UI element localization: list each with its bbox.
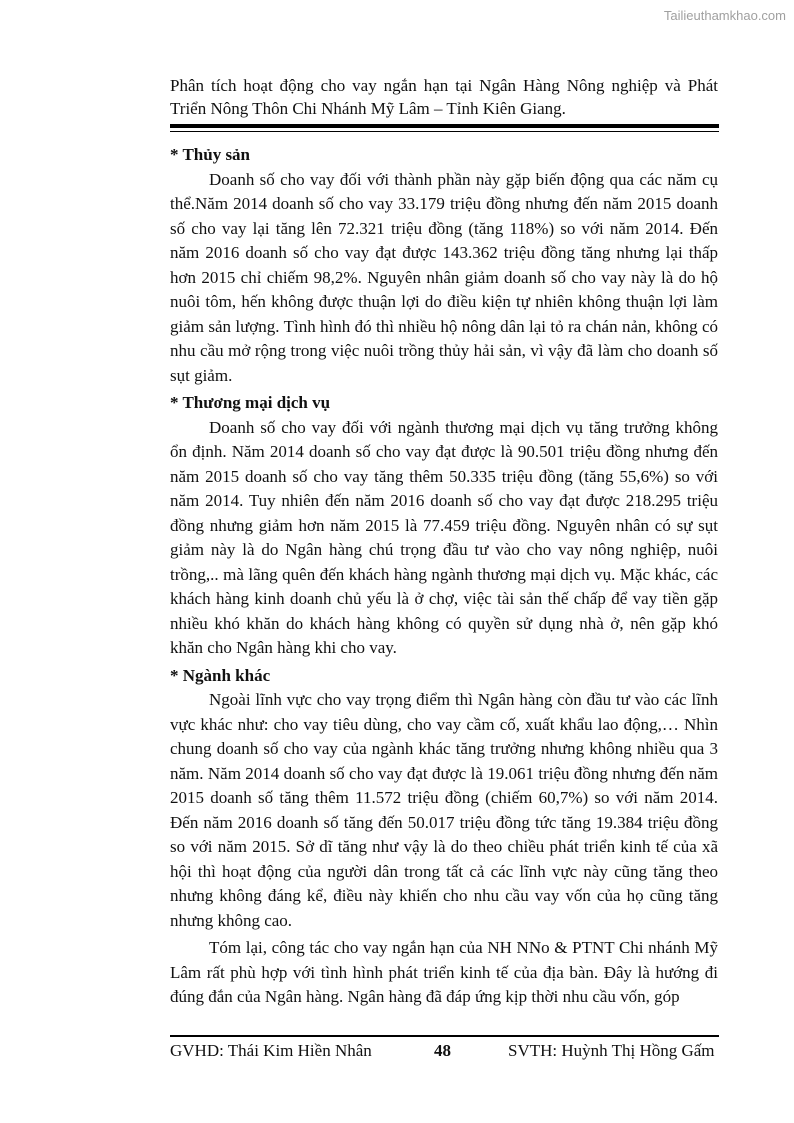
paragraph-thuong-mai-dich-vu: Doanh số cho vay đối với ngành thương mại dịch vụ tăng trưởng không ổn định. Năm 2014 doanh số cho vay đạt được là 90.501 triệu đồng nhưng đến năm 2015 doanh số cho vay tăng thêm 50.335 triệu đồng (tăng 55,6%) so với năm 2014. Tuy nhiên đến năm 2016 doanh số cho vay đạt được 218.295 triệu đồng nhưng giảm hơn năm 2015 là 77.459 triệu đồng. Nguyên nhân có sự sụt giảm này là do Ngân hàng chú trọng đầu tư vào cho vay nông nghiệp, nuôi trồng,.. mà lãng quên đến khách hàng ngành thương mại dịch vụ. Mặc khác, các khách hàng kinh doanh chủ yếu là ở chợ, việc tài sản thế chấp để vay tiền gặp nhiều khó khăn do khách hàng không có quyền sử dụng nhà ở, nên gặp khó khăn cho Ngân hàng khi cho vay. xyxy=(170,417,718,657)
section-heading-thuy-san: * Thủy sản xyxy=(170,145,251,164)
document-body xyxy=(170,143,718,1013)
header-rule-thin xyxy=(170,131,719,132)
page-header-title: Phân tích hoạt động cho vay ngắn hạn tại Ngân Hàng Nông nghiệp và Phát Triển Nông Thôn Chi Nhánh Mỹ Lâm – Tỉnh Kiên Giang. xyxy=(170,76,718,118)
section-heading-thuong-mai-dich-vu: * Thương mại dịch vụ xyxy=(170,393,331,412)
paragraph-tom-lai: Tóm lại, công tác cho vay ngắn hạn của NH NNo & PTNT Chi nhánh Mỹ Lâm rất phù hợp với tình hình phát triển kinh tế của địa bàn. Đây là hướng đi đúng đắn của Ngân hàng. Ngân hàng đã đáp ứng kịp thời nhu cầu vốn, góp xyxy=(170,938,718,1006)
footer-advisor: GVHD: Thái Kim Hiền Nhân xyxy=(170,1041,372,1060)
header-rule-thick xyxy=(170,124,719,128)
paragraph-thuy-san: Doanh số cho vay đối với thành phần này gặp biến động qua các năm cụ thể.Năm 2014 doanh số cho vay 33.179 triệu đồng nhưng đến năm 2015 doanh số cho vay lại tăng lên 72.321 triệu đồng (tăng 118%) so với năm 2014. Đến năm 2016 doanh số cho vay đạt được 143.362 triệu đồng tăng nhưng lại thấp hơn 2015 chỉ chiếm 98,2%. Nguyên nhân giảm doanh số cho vay này là do hộ nuôi tôm, hến không được thuận lợi do điều kiện tự nhiên không thuận lợi làm giảm sản lượng. Tình hình đó thì nhiều hộ nông dân lại tỏ ra chán nản, không có nhu cầu mở rộng trong việc nuôi trồng thủy hải sản, vì vậy đã làm cho doanh số sụt giảm. xyxy=(170,169,718,385)
watermark: Tailieuthamkhao.com xyxy=(663,8,786,23)
footer-page-number: 48 xyxy=(434,1041,451,1060)
footer-student: SVTH: Huỳnh Thị Hồng Gấm xyxy=(508,1041,715,1060)
paragraph-nganh-khac: Ngoài lĩnh vực cho vay trọng điểm thì Ngân hàng còn đầu tư vào các lĩnh vực khác như: cho vay tiêu dùng, cho vay cầm cố, xuất khẩu lao động,… Nhìn chung doanh số cho vay của ngành khác tăng trưởng nhưng không nhiều qua 3 năm. Năm 2014 doanh số cho vay đạt được là 19.061 triệu đồng nhưng đến năm 2015 doanh số tăng thêm 11.572 triệu đồng (chiếm 60,7%) so với năm 2014. Đến năm 2016 doanh số tăng đến 50.017 triệu đồng tức tăng 19.384 triệu đồng so với năm 2015. Sở dĩ tăng như vậy là do theo chiều phát triển kinh tế của xã hội thì hoạt động của người dân trong tất cả các lĩnh vực này cũng tăng theo nhưng không đáng kể, điều này khiến cho nhu cầu vay vốn của họ cũng tăng nhưng không cao. xyxy=(170,690,718,930)
section-heading-nganh-khac: * Ngành khác xyxy=(170,665,271,685)
footer-rule xyxy=(170,1035,719,1037)
